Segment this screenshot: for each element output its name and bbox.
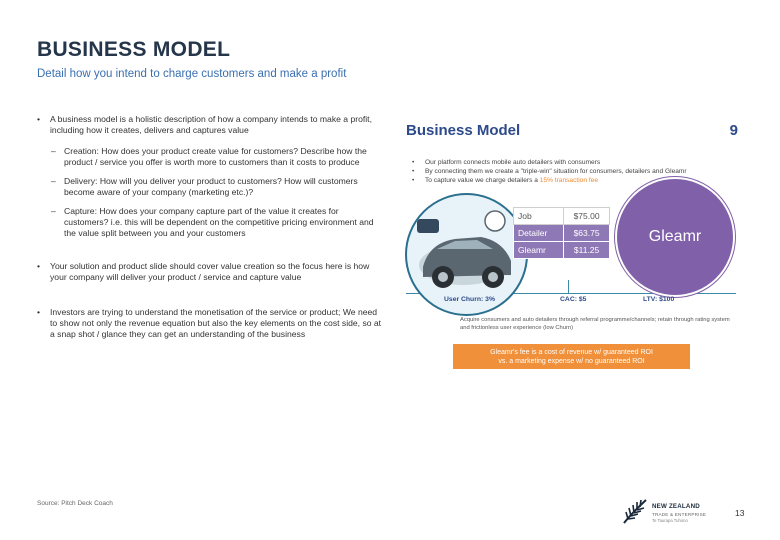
roi-callout-line-2: vs. a marketing expense w/ no guaranteed ROI (498, 358, 645, 365)
bullet-business-model: • A business model is a holistic description of how a company intends to make a profit, including how it creates, delivers and captures value (37, 114, 382, 136)
gleamr-logo: Gleamr (648, 228, 702, 245)
price-row-gleamr (514, 242, 610, 259)
sub-bullet-capture: – Capture: How does your company capture part of the value it creates for customers? i.e. this will be dependent on the competitive pricing environment and the value split between you and your customers (37, 206, 382, 239)
example-bullet-2: • By connecting them we create a "triple-win" situation for consumers, detailers and Gleamr (412, 167, 742, 176)
transaction-fee-highlight: 15% transaction fee (539, 177, 599, 184)
example-bullet-1: • Our platform connects mobile auto detailers with consumers (412, 158, 742, 167)
org-name: NEW ZEALAND (652, 503, 700, 510)
price-label: Job (514, 208, 564, 225)
price-label: Detailer (514, 225, 564, 242)
metric-churn: User Churn: 3% (444, 296, 495, 303)
price-value: $11.25 (564, 242, 610, 259)
price-value: $75.00 (564, 208, 610, 225)
source-note: Source: Pitch Deck Coach (37, 500, 113, 507)
example-slide-title: Business Model (406, 122, 521, 139)
sub-bullet-creation: – Creation: How does your product create value for customers? Describe how the product / service you offer is worth more to customers than it costs to produce (37, 146, 382, 168)
example-slide (398, 110, 750, 380)
spacer (37, 247, 382, 261)
example-slide-number: 9 (729, 122, 738, 139)
page-title: BUSINESS MODEL (37, 38, 231, 61)
example-bullet-3-text: To capture value we charge detailers a (425, 177, 540, 184)
price-label: Gleamr (514, 242, 564, 259)
metric-ltv: LTV: $100 (643, 296, 675, 303)
price-split-table (513, 207, 610, 259)
spacer (37, 293, 382, 307)
bullet-solution-slide: • Your solution and product slide should cover value creation so the focus here is how your company will deliver your product / service and capture value (37, 261, 382, 283)
nzte-logo (622, 493, 722, 529)
fern-icon (622, 497, 648, 525)
metric-tick-middle (568, 280, 569, 293)
page-number: 13 (735, 508, 745, 518)
roi-callout-line-1: Gleamr's fee is a cost of revenue w/ guaranteed ROI (490, 349, 653, 356)
price-value: $63.75 (564, 225, 610, 242)
price-row-job (514, 208, 610, 225)
gleamr-circle (615, 177, 735, 297)
org-name-sub: TRADE & ENTERPRISE (652, 512, 707, 517)
price-row-detailer (514, 225, 610, 242)
metric-cac: CAC: $5 (560, 296, 587, 303)
roi-callout (453, 344, 690, 369)
org-name-maori: Te Taurapa Tuhono (652, 518, 688, 523)
bullet-investors: • Investors are trying to understand the monetisation of the service or product; We need to show not only the revenue equation but also the key elements on the cost side, so at a snap shot / glance they can get an understanding of the business (37, 307, 382, 340)
bullet-list (37, 114, 382, 350)
page-subtitle: Detail how you intend to charge customers and make a profit (37, 68, 347, 80)
sub-bullet-delivery: – Delivery: How will you deliver your product to customers? How will customers become aware of your company (marketing etc.)? (37, 176, 382, 198)
example-slide-note: Acquire consumers and auto detailers through referral programme/channels; retain through rating system and frictionless user experience (low Churn) (460, 317, 730, 331)
